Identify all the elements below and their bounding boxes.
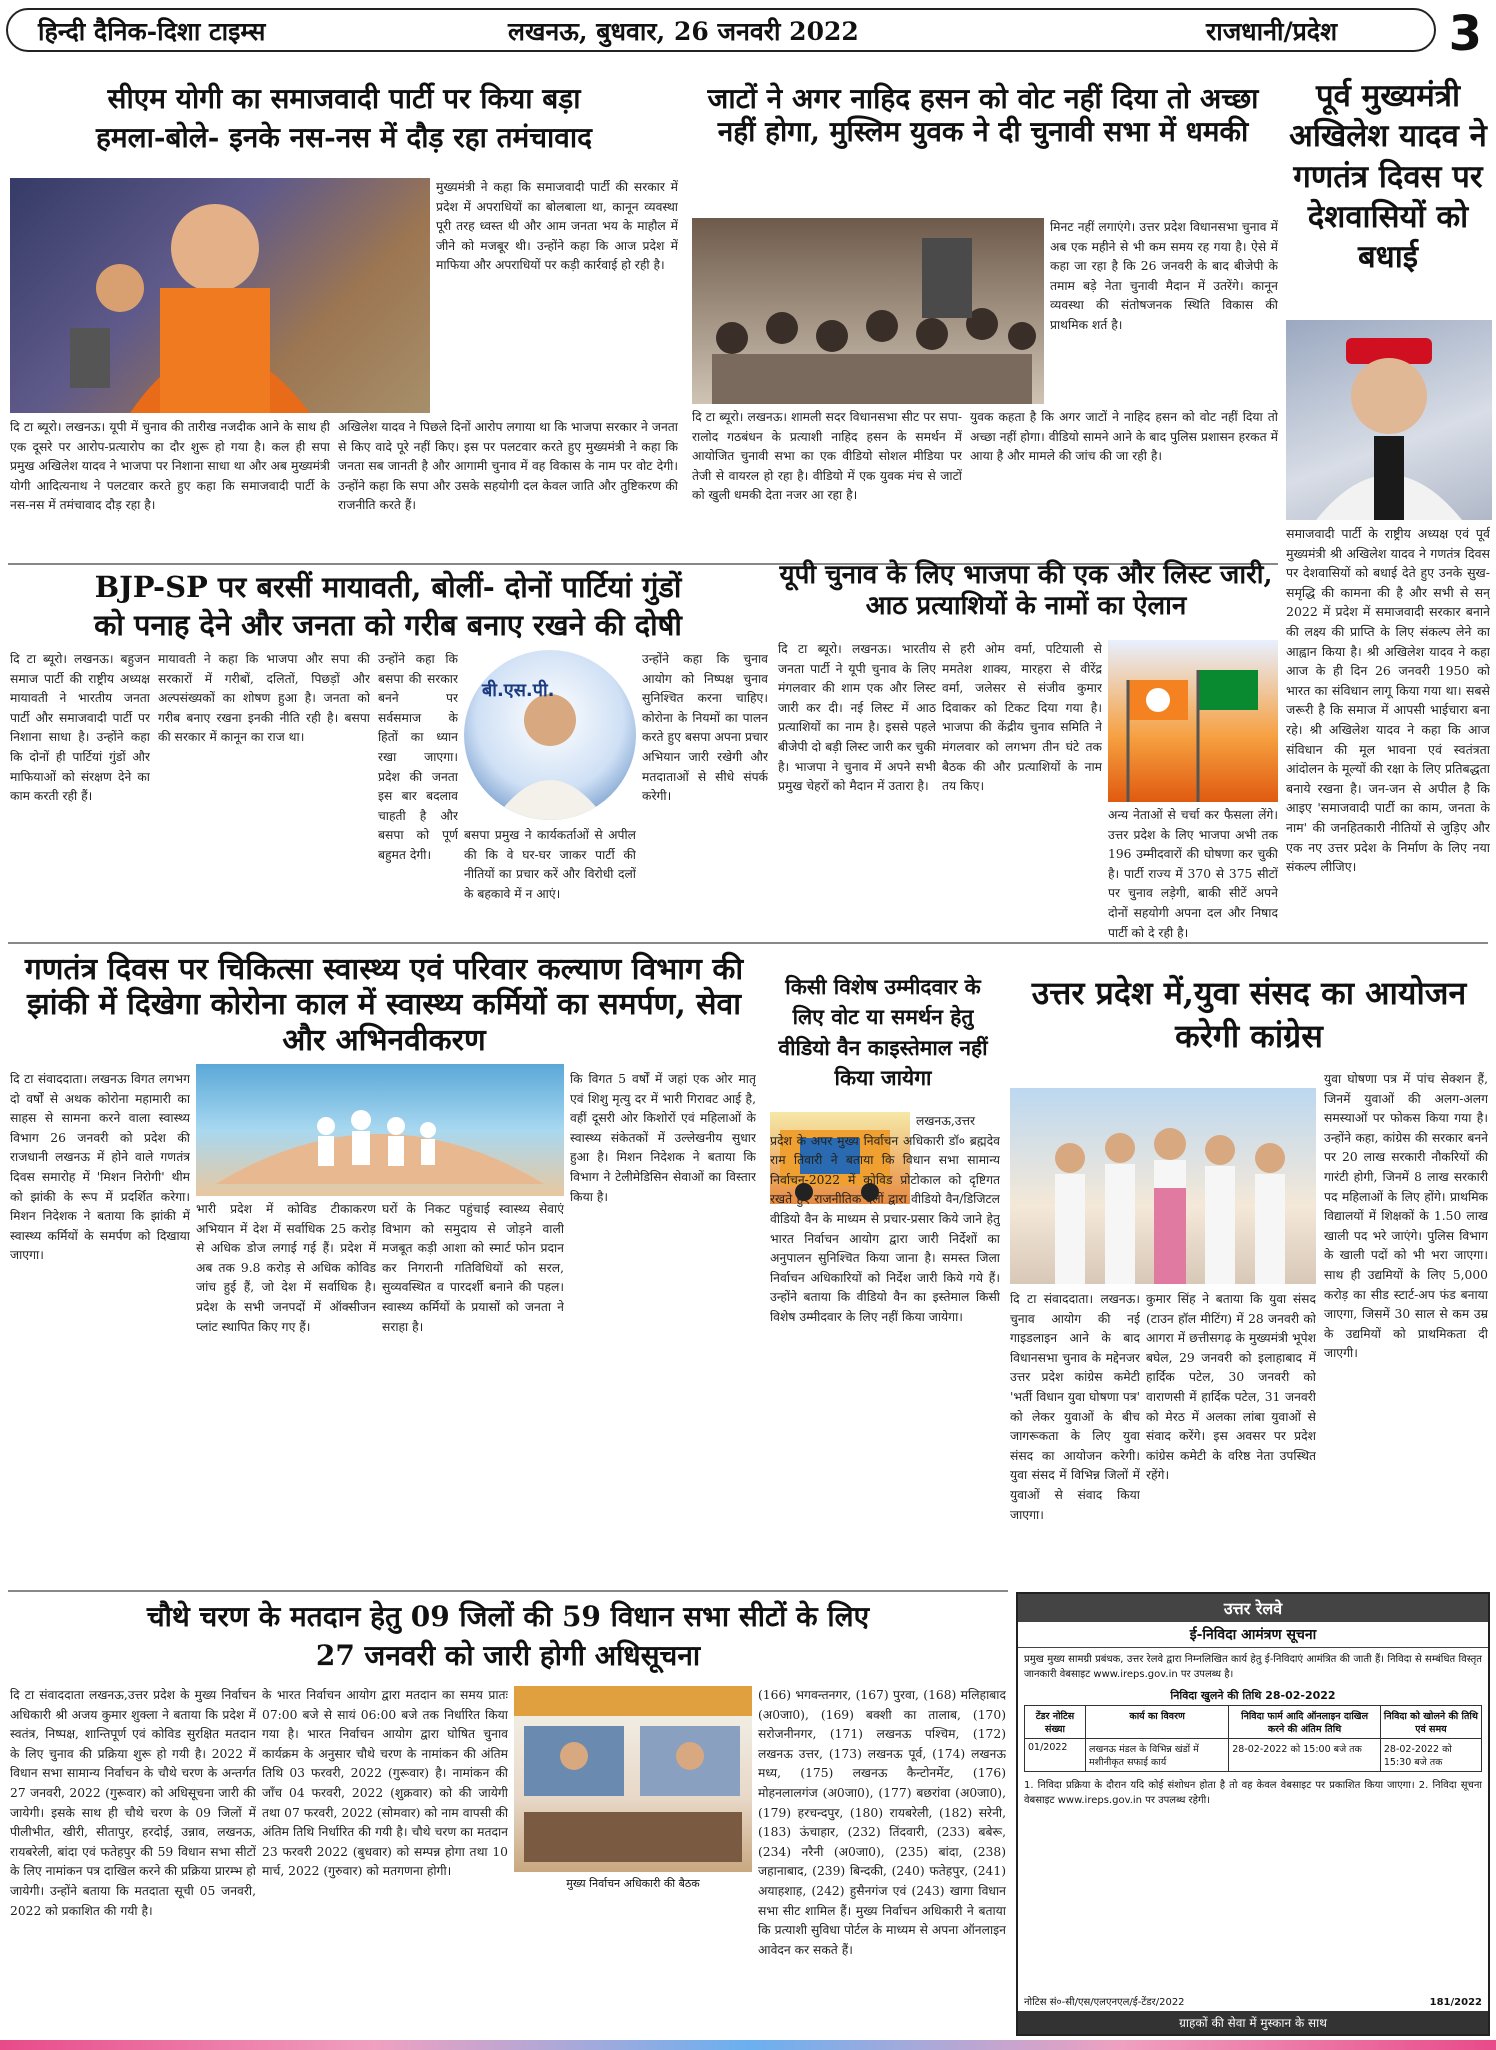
health-photo: [196, 1064, 564, 1196]
mayawati-photo-graphic: [464, 650, 636, 820]
mayawati-photo: [464, 650, 636, 820]
headline: यूपी चुनाव के लिए भाजपा की एक और लिस्ट जारी, आठ प्रत्याशियों के नामों का ऐलान: [779, 560, 1273, 621]
bjp-flag-photo: [1108, 640, 1278, 802]
story-phase4-col-3: (166) भगवन्तनगर, (167) पुरवा, (168) मलिहाबाद (अ0जा0), (169) बक्शी का तालाब, (170) सरोजनीनगर, (171) लखनऊ पश्चिम, (172) लखनऊ उत्तर, (173) लखनऊ पूर्व, (174) लखनऊ मध्य, (175) लखनऊ कैन्टोनमेंट, (176) मोहनलालगंज (अ0जा0), (177) बछरांवा (अ0जा0), (179) हरचन्दपुर, (180) रायबरेली, (182) सरेनी, (183) ऊंचाहार, (232) तिंदवारी, (233) बबेरू, (234) नरैनी (अ0जा0), (235) बांदा, (238) जहानाबाद, (239) बिन्दकी, (240) फतेहपुर, (241) अयाहशाह, (242) हुसैनगंज एवं (243) खागा विधान सभा सीट शामिल हैं। मुख्य निर्वाचन अधिकारी ने बताया कि प्रत्याशी सुविधा पोर्टल के माध्यम से अपना ऑनलाइन आवेदन कर सकते हैं।: [758, 1688, 1006, 1957]
divider: [8, 1590, 1008, 1592]
story-mayawati-col-4: बसपा प्रमुख ने कार्यकर्ताओं से अपील की कि वे घर-घर जाकर पार्टी की नीतियों का प्रचार करें और विरोधी दलों के बहकावे में न आएं।: [464, 828, 636, 901]
story-jat-col-1: दि टा ब्यूरो। लखनऊ। शामली सदर विधानसभा सीट पर सपा-रालोद गठबंधन के प्रत्याशी नाहिद हसन के समर्थन में आयोजित चुनावी सभा का एक वीडियो सोशल मीडिया पर तेजी से वायरल हो रहा है। वीडियो में एक युवक मंच से जाटों को खुली धमकी देता नजर आ रहा है।: [692, 410, 962, 503]
tender-org: उत्तर रेलवे: [1018, 1594, 1488, 1622]
tender-notice: [1016, 1592, 1490, 2036]
yogi-photo: [10, 178, 430, 413]
tender-table: [1024, 1705, 1482, 1772]
story-jat-headline: [690, 82, 1276, 148]
masthead: [0, 0, 1496, 62]
story-yogi-col-2: मुख्यमंत्री ने कहा कि समाजवादी पार्टी की सरकार में प्रदेश में अपराधियों का बोलबाला था, कानून व्यवस्था पूरी तरह ध्वस्त थी और आम जनता भय के माहौल में जीने को मजबूर थी। उन्होंने कहा कि आज प्रदेश में माफिया और अपराधियों पर कड़ी कार्रवाई हो रही है।: [436, 180, 678, 273]
tender-cell: लखनऊ मंडल के विभिन्न खंडों में मशीनीकृत सफाई कार्य: [1086, 1739, 1229, 1772]
congress-photo: [1010, 1088, 1316, 1284]
headline-line-1: BJP-SP पर बरसीं मायावती, बोलीं- दोनों पार्टियां गुंडों: [94, 570, 682, 604]
tender-footer-number: 181/2022: [1429, 1997, 1482, 2008]
story-yogi-col-1: दि टा ब्यूरो। लखनऊ। यूपी में चुनाव की तारीख नजदीक आने के साथ ही एक दूसरे पर आरोप-प्रत्यारोप का दौर शुरू हो गया है। कल ही सपा प्रमुख अखिलेश यादव ने भाजपा पर निशाना साधा था और अब मुख्यमंत्री योगी आदित्यनाथ ने पलटवार करते हुए कहा कि समाजवादी पार्टी के नस-नस में तमंचावाद दौड़ रहा है।: [10, 420, 330, 513]
story-videovan-headline: [768, 972, 998, 1094]
tender-th-3: निविदा फार्म आदि ऑनलाइन दाखिल करने की अंतिम तिथि: [1229, 1706, 1381, 1739]
tender-footer: नोटिस सं०-सी/एस/एलएनएल/ई-टेंडर/2022: [1024, 1997, 1185, 2008]
story-akhilesh-body: समाजवादी पार्टी के राष्ट्रीय अध्यक्ष एवं पूर्व मुख्यमंत्री श्री अखिलेश यादव ने गणतंत्र दिवस पर देशवासियों को बधाई देते हुए उनके सुख-समृद्धि की कामना की है और सभी से सन् 2022 में प्रदेश में समाजवादी सरकार बनाने की लक्ष्य की प्राप्ति के लिए संकल्प लेने का आह्वान किया है। श्री अखिलेश यादव ने कहा आज के ही दिन 26 जनवरी 1950 को भारत का संविधान लागू किया गया था। सबसे जरूरी है कि समाज में आपसी भाईचारा बना रहे। श्री अखिलेश यादव ने कहा कि आज संविधान की मूल भावना एवं स्वतंत्रता आंदोलन के मूल्यों की रक्षा के लिए प्रतिबद्धता बनाये रखना है। जन-जन से अपील है कि आइए 'समाजवादी पार्टी का काम, जनता के नाम' की जनहितकारी नीतियों से जुड़िए और एक नए उत्तर प्रदेश के निर्माण के लिए नया संकल्प लीजिए।: [1286, 526, 1490, 875]
story-health-col-3: घरों के निकट पहुंचाई स्वास्थ्य सेवाएं विभाग को समुदाय से जोड़ने वाली मजबूत कड़ी आशा को स्मार्ट फोन प्रदान कर निगरानी गतिविधियों को सरल, सुव्यवस्थित व पारदर्शी बनाने की पहल। स्वास्थ्य कर्मियों के प्रयासों को जनता ने सराहा है।: [382, 1202, 564, 1334]
story-videovan-body: लखनऊ,उत्तर प्रदेश के अपर मुख्य निर्वाचन अधिकारी डॉ० ब्रह्मदेव राम तिवारी ने बताया कि विधान सभा सामान्य निर्वाचन-2022 में कोविड प्रोटोकाल को दृष्टिगत रखते हुए राजनीतिक दलों द्वारा वीडियो वैन/डिजिटल वीडियो वैन के माध्यम से प्रचार-प्रसार किये जाने हेतु भारत निर्वाचन आयोग द्वारा जारी निर्देशों का अनुपालन सुनिश्चित किया जाना है। समस्त जिला निर्वाचन अधिकारियों को निर्देश जारी किये गये हैं। उन्होंने बताया कि वीडियो वैन का इस्तेमाल किसी विशेष उम्मीदवार के लिए नहीं किया जायेगा।: [770, 1114, 1000, 1324]
story-phase4-headline: [8, 1600, 1008, 1672]
tender-th-4: निविदा को खोलने की तिथि एवं समय: [1380, 1706, 1481, 1739]
tender-notes: 1. निविदा प्रक्रिया के दौरान यदि कोई संशोधन होता है तो वह केवल वेबसाइट पर प्रकाशित किया जाएगा। 2. निविदा सूचना वेबसाइट www.ireps.gov.in पर उपलब्ध रहेगी।: [1024, 1780, 1482, 1806]
tender-intro: प्रमुख मुख्य सामग्री प्रबंधक, उत्तर रेलवे द्वारा निम्नलिखित कार्य हेतु ई-निविदाएं आमंत्रित की जाती हैं। निविदा से सम्बंधित विस्तृत जानकारी वेबसाइट www.ireps.gov.in पर उपलब्ध है।: [1024, 1654, 1482, 1680]
tender-cell: 28-02-2022 को 15:30 बजे तक: [1380, 1739, 1481, 1772]
yogi-photo-graphic: [10, 178, 430, 413]
section-name: राजधानी/प्रदेश: [1206, 17, 1338, 46]
story-jat-col-2: युवक कहता है कि अगर जाटों ने नाहिद हसन को वोट नहीं दिया तो अच्छा नहीं होगा। वीडियो सामने आने के बाद पुलिस प्रशासन हरकत में आया है और मामले की जांच की जा रही है।: [970, 410, 1278, 464]
bottom-colour-strip: [0, 2040, 1496, 2050]
story-jat-col-3: मिनट नहीं लगाएंगे। उत्तर प्रदेश विधानसभा चुनाव में अब एक महीने से भी कम समय रह गया है। ऐसे में कहा जा रहा है कि 26 जनवरी के बाद बीजेपी के तमाम बड़े नेता चुनावी मैदान में उतरेंगे। कानून व्यवस्था की संतोषजनक स्थिति विकास की प्राथमिक शर्त है।: [1050, 220, 1278, 332]
tender-cell: 01/2022: [1025, 1739, 1086, 1772]
headline: गणतंत्र दिवस पर चिकित्सा स्वास्थ्य एवं परिवार कल्याण विभाग की झांकी में दिखेगा कोरोना काल में स्वास्थ्य कर्मियों का समर्पण, सेवा और अभिनवीकरण: [24, 952, 744, 1058]
tender-sub: निविदा खुलने की तिथि 28-02-2022: [1170, 1689, 1336, 1702]
story-congress-col-1: दि टा संवाददाता। लखनऊ। चुनाव आयोग की नई गाइडलाइन आने के बाद विधानसभा चुनाव के मद्देनजर उत्तर प्रदेश कांग्रेस कमेटी 'भर्ती विधान युवा घोषणा पत्र' को लेकर युवाओं के बीच जागरूकता के लिए युवा संसद का आयोजन करेगी। युवा संसद में विभिन्न जिलों में युवाओं से संवाद किया जाएगा।: [1010, 1292, 1140, 1522]
story-health-headline: [8, 952, 760, 1058]
headline-line-1: सीएम योगी का समाजवादी पार्टी पर किया बड़ा: [107, 82, 581, 115]
story-bjp-col-3: अन्य नेताओं से चर्चा कर फैसला लेंगे। उत्तर प्रदेश के लिए भाजपा अभी तक 196 उम्मीदवारों की घोषणा कर चुकी है। पार्टी राज्य में 370 से 375 सीटों पर चुनाव लड़ेगी, बाकी सीटें अपने दोनों सहयोगी अपना दल और निषाद पार्टी को दे रही है।: [1108, 808, 1278, 940]
tender-th-1: टेंडर नोटिस संख्या: [1025, 1706, 1086, 1739]
headline: जाटों ने अगर नाहिद हसन को वोट नहीं दिया तो अच्छा नहीं होगा, मुस्लिम युवक ने दी चुनावी सभा में धमकी: [707, 82, 1259, 149]
headline: उत्तर प्रदेश में,युवा संसद का आयोजन करेगी कांग्रेस: [1031, 974, 1467, 1056]
story-congress-headline: [1010, 972, 1488, 1058]
story-health-col-4: कि विगत 5 वर्षों में जहां एक ओर मातृ एवं शिशु मृत्यु दर में भारी गिरावट आई है, वहीं दूसरी ओर किशोरों एवं महिलाओं के स्वास्थ्य संकेतकों में उल्लेखनीय सुधार हुआ है। मिशन निदेशक ने बताया कि विभाग ने टेलीमेडिसिन सेवाओं का विस्तार किया है।: [570, 1072, 756, 1204]
story-mayawati-col-2: मायावती ने कहा कि भाजपा और सपा की सरकारों में गरीबों, दलितों, पिछड़ों और अल्पसंख्यकों का शोषण हुआ है। जनता को गरीब बनाए रखना इनकी नीति रही है। बसपा की सरकार में कानून का राज था।: [158, 652, 370, 745]
story-mayawati-headline: [8, 570, 768, 642]
story-akhilesh-headline: [1288, 76, 1488, 277]
page-number: 3: [1448, 6, 1482, 62]
paper-name: हिन्दी दैनिक-दिशा टाइम्स: [38, 17, 266, 46]
story-bjp-col-1: दि टा ब्यूरो। लखनऊ। भारतीय जनता पार्टी ने यूपी चुनाव के लिए मंगलवार की शाम एक और लिस्ट जारी कर दी। नई लिस्ट में आठ प्रत्याशियों का नाम है। इससे पहले बीजेपी दो बड़ी लिस्ट जारी कर चुकी है। भाजपा ने चुनाव में अपने सभी प्रमुख चेहरों को मैदान में उतारा है।: [778, 642, 936, 794]
story-health-col-2: भारी प्रदेश में कोविड टीकाकरण अभियान में देश में सर्वाधिक 25 करोड़ से अधिक डोज लगाई गई हैं। प्रदेश में अब तक 9.8 करोड़ से अधिक कोविड जांच हुई हैं, जो देश में सर्वाधिक है। प्रदेश के सभी जनपदों में ऑक्सीजन प्लांट स्थापित किए गए हैं।: [196, 1202, 376, 1334]
story-yogi-headline: [8, 82, 680, 154]
story-congress-col-2: कुमार सिंह ने बताया कि युवा संसद (टाउन हॉल मीटिंग) में 28 जनवरी को आगरा में छत्तीसगढ़ के मुख्यमंत्री भूपेश बघेल, 29 जनवरी को इलाहाबाद में हार्दिक पटेल, 30 जनवरी को वाराणसी में हार्दिक पटेल, 31 जनवरी को मेरठ में अलका लांबा युवाओं से संवाद करेंगे। इस अवसर पर प्रदेश कांग्रेस कमेटी के वरिष्ठ नेता उपस्थित रहेंगे।: [1146, 1292, 1316, 1483]
photo-caption: मुख्य निर्वाचन अधिकारी की बैठक: [566, 1877, 700, 1890]
headline: पूर्व मुख्यमंत्री अखिलेश यादव ने गणतंत्र दिवस पर देशवासियों को बधाई: [1289, 78, 1487, 276]
congress-photo-graphic: [1010, 1088, 1316, 1284]
dateline: लखनऊ, बुधवार, 26 जनवरी 2022: [508, 17, 859, 46]
story-health-col-1: दि टा संवाददाता। लखनऊ विगत लगभग दो वर्षों से अथक कोरोना महामारी का साहस से सामना करने वाला स्वास्थ्य विभाग 26 जनवरी को प्रदेश की राजधानी लखनऊ में होने वाले गणतंत्र दिवस समारोह में 'मिशन निरोगी' थीम को झांकी के रूप में प्रदर्शित करेगा। मिशन निदेशक ने बताया कि झांकी में स्वास्थ्य कर्मियों के समर्पण को दिखाया जाएगा।: [10, 1072, 190, 1263]
tender-th-2: कार्य का विवरण: [1086, 1706, 1229, 1739]
story-congress-col-3: युवा घोषणा पत्र में पांच सेक्शन हैं, जिनमें युवाओं की अलग-अलग समस्याओं पर फोकस किया गया है। उन्होंने कहा, कांग्रेस की सरकार बनने पर 20 लाख सरकारी नौकरियों की गारंटी होगी, जिनमें 8 लाख सरकारी पद महिलाओं के लिए होंगे। प्राथमिक विद्यालयों में शिक्षकों के 1.50 लाख खाली पद भरे जाएंगे। पुलिस विभाग के खाली पदों को भी भरा जाएगा। साथ ही उद्यमियों के लिए 5,000 करोड़ का सीड स्टार्ट-अप फंड बनाया जाएगा, जिसमें 30 साल से कम उम्र के उद्यमियों को प्राथमिकता दी जाएगी।: [1324, 1072, 1488, 1361]
story-mayawati-col-3: उन्होंने कहा कि बसपा की सरकार बनने पर सर्वसमाज के हितों का ध्यान रखा जाएगा। प्रदेश की जनता इस बार बदलाव चाहती है और बसपा को पूर्ण बहुमत देगी।: [378, 652, 458, 862]
headline-line-1: चौथे चरण के मतदान हेतु 09 जिलों की 59 विधान सभा सीटों के लिए: [146, 1600, 870, 1633]
election-meeting-photo: [514, 1686, 752, 1872]
story-mayawati-col-1: दि टा ब्यूरो। लखनऊ। बहुजन समाज पार्टी की राष्ट्रीय अध्यक्ष मायावती ने भारतीय जनता पार्टी और समाजवादी पार्टी पर निशाना साधा है। उन्होंने कहा कि दोनों ही पार्टियां गुंडों और माफियाओं को संरक्षण देने का काम करती रही हैं।: [10, 652, 150, 804]
rally-photo-graphic: [692, 218, 1044, 404]
bjp-flag-graphic: [1108, 640, 1278, 802]
tender-cell: 28-02-2022 को 15:00 बजे तक: [1229, 1739, 1381, 1772]
divider: [8, 942, 1488, 944]
headline-line-2: 27 जनवरी को जारी होगी अधिसूचना: [315, 1639, 701, 1673]
akhilesh-photo-graphic: [1286, 320, 1492, 520]
tender-slogan: ग्राहकों की सेवा में मुस्कान के साथ: [1018, 2011, 1488, 2034]
rally-photo: [692, 218, 1044, 404]
bsp-label: बी.एस.पी.: [482, 680, 555, 701]
headline: किसी विशेष उम्मीदवार के लिए वोट या समर्थन हेतु वीडियो वैन काइस्तेमाल नहीं किया जायेगा: [778, 974, 988, 1091]
tender-title: ई-निविदा आमंत्रण सूचना: [1018, 1622, 1488, 1648]
headline-line-2: को पनाह देने और जनता को गरीब बनाए रखने की दोषी: [94, 608, 682, 643]
health-photo-graphic: [196, 1064, 564, 1196]
story-bjp-col-2: से हरी ओम वर्मा, पटियाली से ममतेश शाक्य, मारहरा से वीरेंद्र वर्मा, जलेसर से संजीव कुमार दिवाकर को टिकट दिया गया है। भाजपा की केंद्रीय चुनाव समिति ने मंगलवार को लगभग तीन घंटे तक बैठक की और प्रत्याशियों के नाम तय किए।: [942, 642, 1102, 794]
tender-table-wrap: [1018, 1705, 1488, 1772]
election-meeting-graphic: [514, 1686, 752, 1872]
story-phase4-col-1: दि टा संवाददाता लखनऊ,उत्तर प्रदेश के मुख्य निर्वाचन अधिकारी श्री अजय कुमार शुक्ला ने बताया कि प्रदेश में स्वतंत्र, निष्पक्ष, शान्तिपूर्ण एवं कोविड सुरक्षित मतदान के लिए चुनाव की प्रक्रिया शुरू हो गयी है। 2022 में विधान सभा सामान्य निर्वाचन के चौथे चरण के अन्तर्गत 27 जनवरी, 2022 (गुरूवार) को अधिसूचना जारी की जायेगी। इसके साथ ही चौथे चरण के 09 जिलों में पीलीभीत, खीरी, सीतापुर, हरदोई, उन्नाव, लखनऊ, रायबरेली, बांदा एवं फतेहपुर की 59 विधान सभा सीटों के लिए नामांकन पत्र दाखिल करने की प्रक्रिया प्रारम्भ हो जायेगी। उन्होंने बताया कि मतदाता सूची 05 जनवरी, 2022 को प्रकाशित की गयी है।: [10, 1688, 256, 1918]
story-phase4-col-2: के भारत निर्वाचन आयोग द्वारा मतदान का समय प्रातः 07:00 बजे से सायं 06:00 बजे तक निर्धारित किया गया है। भारत निर्वाचन आयोग द्वारा घोषित चुनाव कार्यक्रम के अनुसार चौथे चरण के नामांकन की अंतिम तिथि 03 फरवरी, 2022 (गुरूवार) है। नामांकन की जाँच 04 फरवरी, 2022 (शुक्रवार) को की जायेगी तथा 07 फरवरी, 2022 (सोमवार) को नाम वापसी की अंतिम तिथि निर्धारित की गयी है। चौथे चरण का मतदान 23 फरवरी 2022 (बुधवार) को सम्पन्न होगा तथा 10 मार्च, 2022 (गुरुवार) को मतगणना होगी।: [262, 1688, 508, 1879]
story-mayawati-col-5: उन्होंने कहा कि चुनाव आयोग को निष्पक्ष चुनाव सुनिश्चित करना चाहिए। कोरोना के नियमों का पालन करते हुए बसपा अपना प्रचार अभियान जारी रखेगी और मतदाताओं से सीधे संपर्क करेगी।: [642, 652, 768, 804]
story-yogi-col-3: अखिलेश यादव ने पिछले दिनों आरोप लगाया था कि भाजपा सरकार ने जनता से किए वादे पूरे नहीं किए। इस पर पलटवार करते हुए मुख्यमंत्री ने कहा कि जनता सब जानती है और आगामी चुनाव में वह विकास के नाम पर वोट देगी। उन्होंने कहा कि सपा और उसके सहयोगी दल केवल जाति और तुष्टिकरण की राजनीति करते हैं।: [338, 420, 678, 513]
story-bjp-headline: [776, 560, 1276, 621]
headline-line-2: हमला-बोले- इनके नस-नस में दौड़ रहा तमंचावाद: [96, 121, 592, 155]
akhilesh-photo: [1286, 320, 1492, 520]
